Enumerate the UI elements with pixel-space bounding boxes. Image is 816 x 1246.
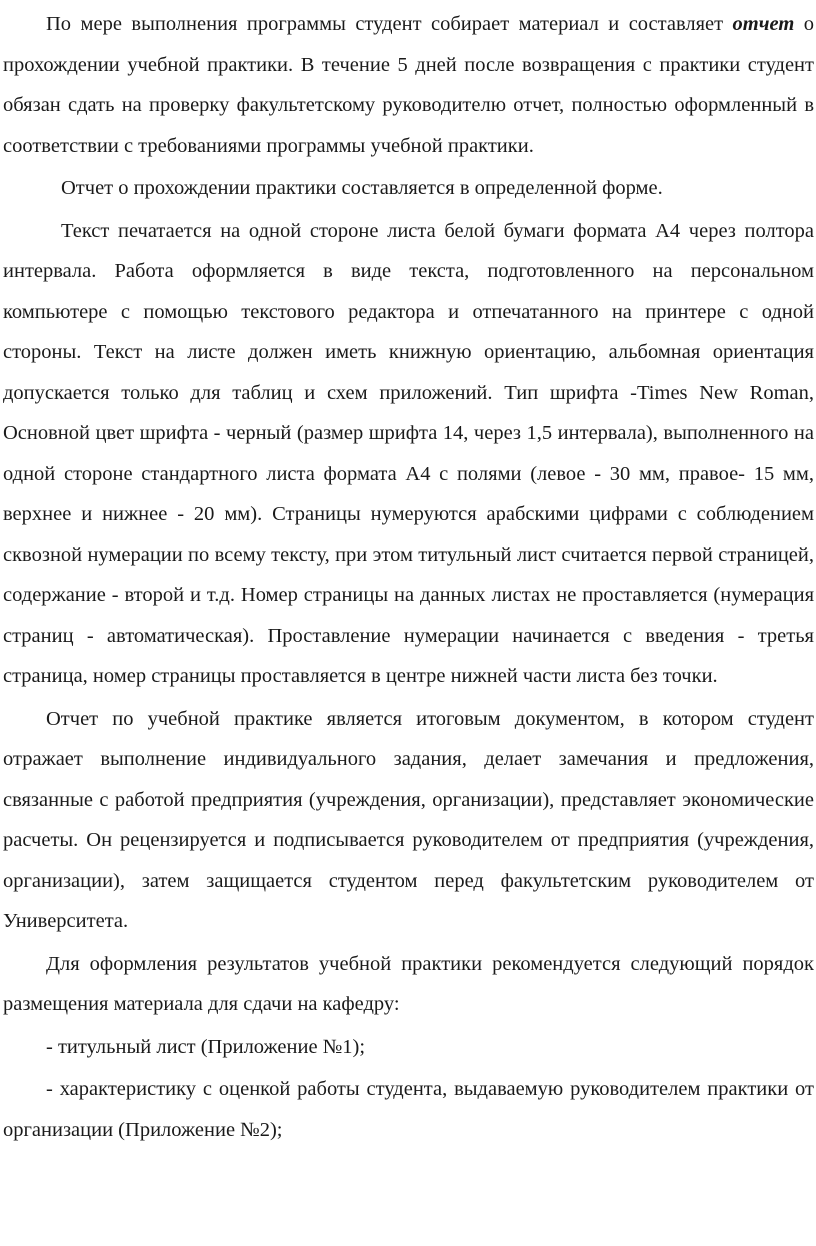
- paragraph-report-purpose: Отчет по учебной практике является итоговым документом, в котором студент отражает выполнение индивидуального задания, делает замечания и предложения, связанные с работой предприятия (учреждения, организации), представляет экономические расчеты. Он рецензируется и подписывается руководителем от предприятия (учреждения, организации), затем защищается студентом перед факультетским руководителем от Университета.: [3, 707, 814, 932]
- paragraph-text: По мере выполнения программы студент собирает материал и составляет: [46, 13, 733, 35]
- paragraph-report-intro: [3, 4, 814, 166]
- list-item-characteristic: - характеристику с оценкой работы студента, выдаваемую руководителем практики от организации (Приложение №2);: [3, 1078, 814, 1141]
- list-item-title-page: - титульный лист (Приложение №1);: [46, 1035, 366, 1058]
- paragraph-material-order: Для оформления результатов учебной практики рекомендуется следующий порядок размещения материала для сдачи на кафедру:: [3, 952, 814, 1015]
- paragraph-report-form: Отчет о прохождении практики составляется в определенной форме.: [61, 177, 663, 199]
- paragraph-text: о прохождении учебной практики. В течение 5 дней после возвращения с практики студент обязан сдать на проверку факультетскому руководителю отчет, полностью оформленный в соответствии с требованиями программы учебной практики.: [3, 13, 814, 157]
- paragraph-formatting-rules: Текст печатается на одной стороне листа белой бумаги формата А4 через полтора интервала. Работа оформляется в виде текста, подготовленного на персональном компьютере с помощью текстового редактора и отпечатанного на принтере с одной стороны. Текст на листе должен иметь книжную ориентацию, альбомная ориентация допускается только для таблиц и схем приложений. Тип шрифта -Times New Roman, Основной цвет шрифта - черный (размер шрифта 14, через 1,5 интервала), выполненного на одной стороне стандартного листа формата А4 с полями (левое - 30 мм, правое- 15 мм, верхнее и нижнее - 20 мм). Страницы нумеруются арабскими цифрами с соблюдением сквозной нумерации по всему тексту, при этом титульный лист считается первой страницей, содержание - второй и т.д. Номер страницы на данных листах не проставляется (нумерация страниц - автоматическая). Проставление нумерации начинается с введения - третья страница, номер страницы проставляется в центре нижней части листа без точки.: [3, 219, 814, 687]
- emphasized-term: отчет: [732, 13, 795, 35]
